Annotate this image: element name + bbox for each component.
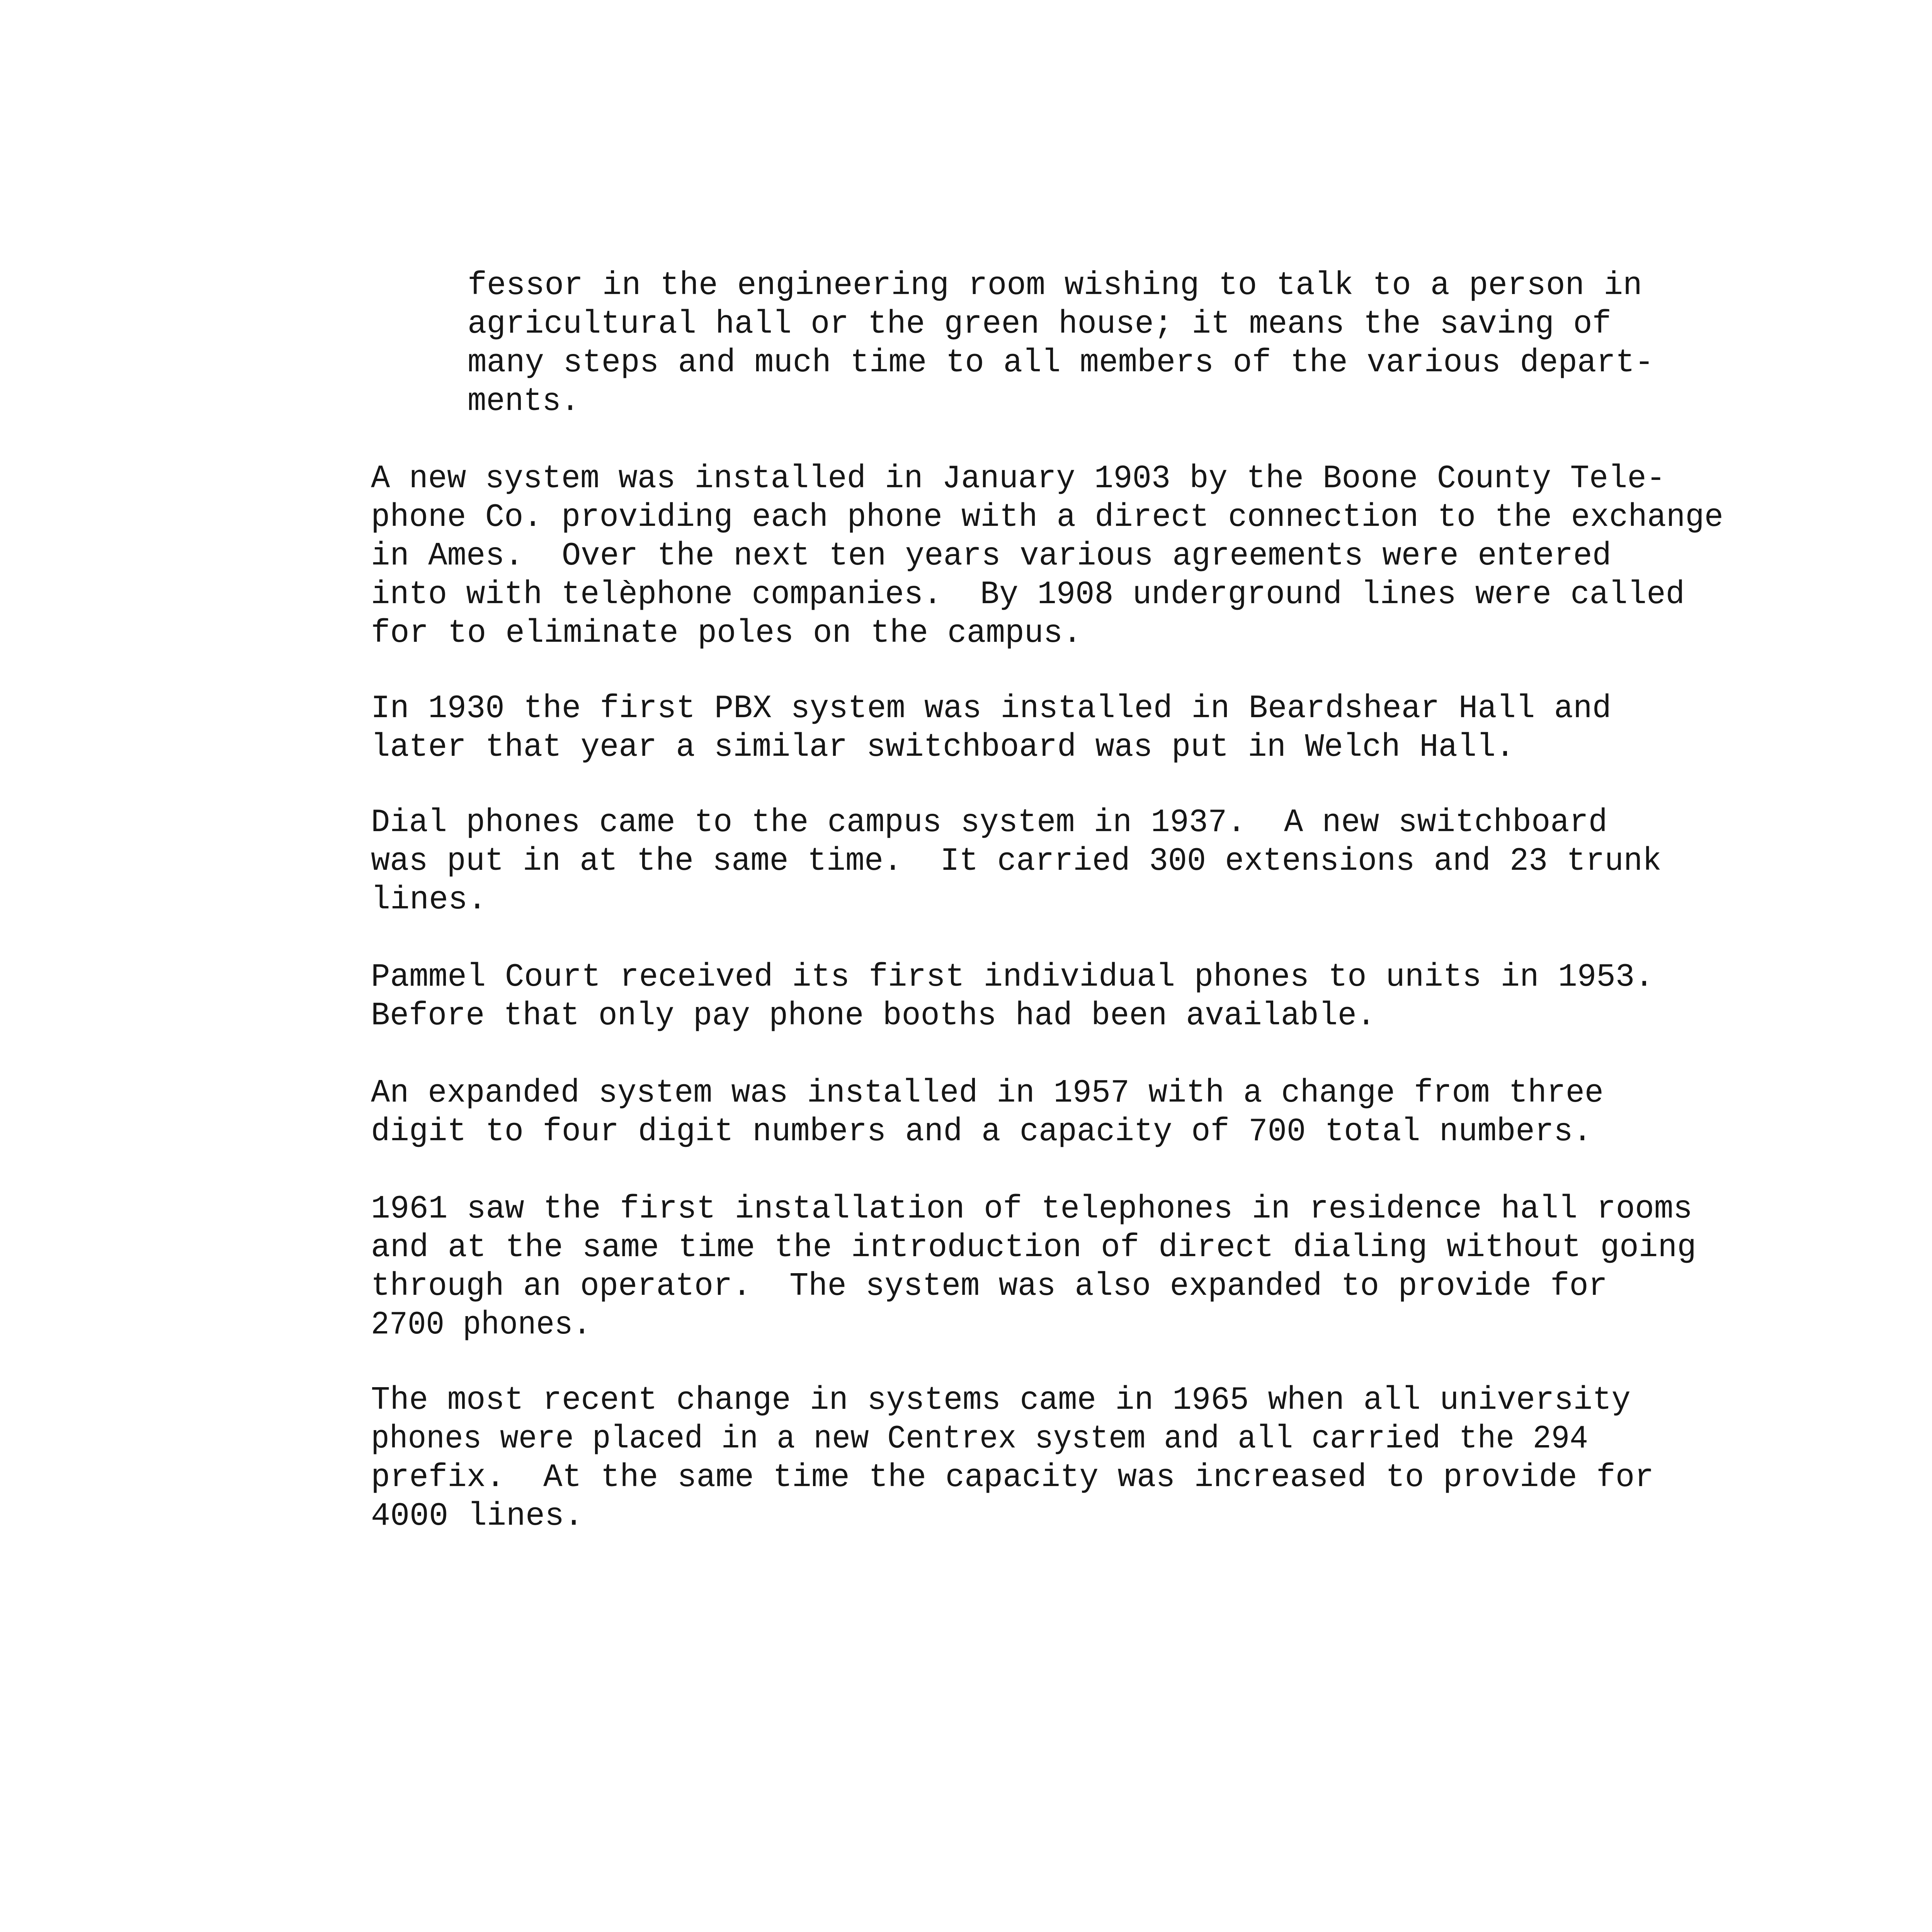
text-line: Before that only pay phone booths had been available. bbox=[371, 998, 1376, 1034]
text-line: An expanded system was installed in 1957 with a change from three bbox=[371, 1075, 1604, 1112]
text-line: The most recent change in systems came in 1965 when all university bbox=[371, 1382, 1631, 1419]
text-line: in Ames. Over the next ten years various agreements were entered bbox=[371, 538, 1611, 575]
text-line: fessor in the engineering room wishing to talk to a person in bbox=[468, 267, 1642, 304]
text-line: agricultural hall or the green house; it means the saving of bbox=[468, 306, 1611, 343]
text-line: 2700 phones. bbox=[371, 1307, 591, 1344]
text-line: digit to four digit numbers and a capacity of 700 total numbers. bbox=[371, 1114, 1592, 1150]
text-line: 4000 lines. bbox=[371, 1498, 583, 1535]
text-line: through an operator. The system was also expanded to provide for bbox=[371, 1268, 1607, 1305]
text-line: many steps and much time to all members of the various depart- bbox=[468, 345, 1654, 381]
text-line: lines. bbox=[371, 882, 487, 918]
text-line: Dial phones came to the campus system in 1937. A new switchboard bbox=[371, 804, 1607, 841]
text-line: ments. bbox=[468, 383, 580, 420]
text-line: was put in at the same time. It carried 300 extensions and 23 trunk bbox=[371, 843, 1662, 880]
text-line: Pammel Court received its first individual phones to units in 1953. bbox=[371, 959, 1654, 996]
text-line: phones were placed in a new Centrex system and all carried the 294 bbox=[371, 1421, 1588, 1458]
text-line: prefix. At the same time the capacity was increased to provide for bbox=[371, 1459, 1654, 1496]
text-line: In 1930 the first PBX system was installed in Beardshear Hall and bbox=[371, 690, 1611, 727]
text-line: into with telèphone companies. By 1908 underground lines were called bbox=[371, 577, 1685, 613]
text-line: 1961 saw the first installation of telephones in residence hall rooms bbox=[371, 1191, 1692, 1228]
text-line: A new system was installed in January 1903 by the Boone County Tele- bbox=[371, 461, 1665, 497]
text-line: for to eliminate poles on the campus. bbox=[371, 615, 1082, 652]
text-line: later that year a similar switchboard was put in Welch Hall. bbox=[371, 729, 1515, 766]
text-line: phone Co. providing each phone with a direct connection to the exchange bbox=[371, 499, 1723, 536]
text-line: and at the same time the introduction of direct dialing without going bbox=[371, 1230, 1696, 1266]
